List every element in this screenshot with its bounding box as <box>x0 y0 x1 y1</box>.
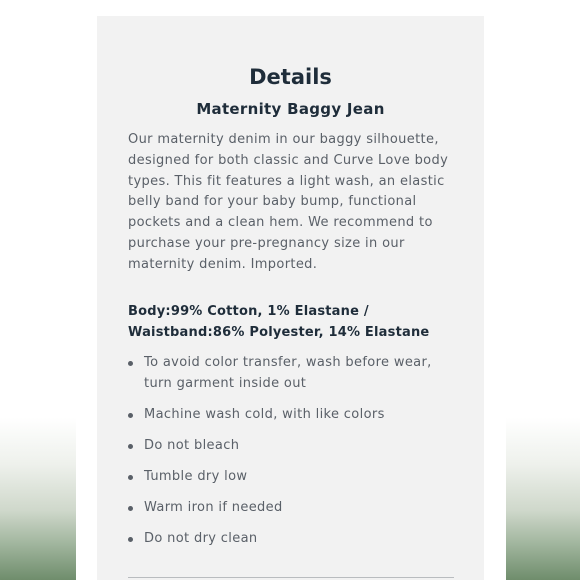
bullet-icon <box>128 506 133 511</box>
bullet-icon <box>128 475 133 480</box>
care-item <box>128 353 458 395</box>
care-item-text: Do not dry clean <box>144 530 258 546</box>
background-left <box>0 0 76 580</box>
product-name: Maternity Baggy Jean <box>196 100 385 118</box>
fabric-composition: Body:99% Cotton, 1% Elastane / Waistband:86% Polyester, 14% Elastane <box>128 304 430 340</box>
care-item <box>128 467 458 488</box>
care-item <box>128 405 458 426</box>
details-panel <box>97 16 484 580</box>
bullet-icon <box>128 444 133 449</box>
section-divider <box>128 577 454 578</box>
care-instructions-list <box>128 353 458 560</box>
screenshot-page <box>76 0 506 580</box>
details-heading: Details <box>249 65 332 89</box>
background-right <box>506 0 580 580</box>
care-item <box>128 436 458 457</box>
care-item-text: Do not bleach <box>144 437 240 453</box>
product-description: Our maternity denim in our baggy silhouette, designed for both classic and Curve Love body types. This fit features a light wash, an elastic belly band for your baby bump, functional pockets and a clean hem. We recommend to purchase your pre-pregnancy size in our maternity denim. Imported. <box>128 132 449 272</box>
care-item-text: Warm iron if needed <box>144 499 283 515</box>
bullet-icon <box>128 537 133 542</box>
care-item <box>128 529 458 550</box>
care-item <box>128 498 458 519</box>
care-item-text: Tumble dry low <box>144 468 248 484</box>
care-item-text: Machine wash cold, with like colors <box>144 406 385 422</box>
bullet-icon <box>128 361 133 366</box>
bullet-icon <box>128 413 133 418</box>
care-item-text: To avoid color transfer, wash before wear, turn garment inside out <box>144 355 432 391</box>
